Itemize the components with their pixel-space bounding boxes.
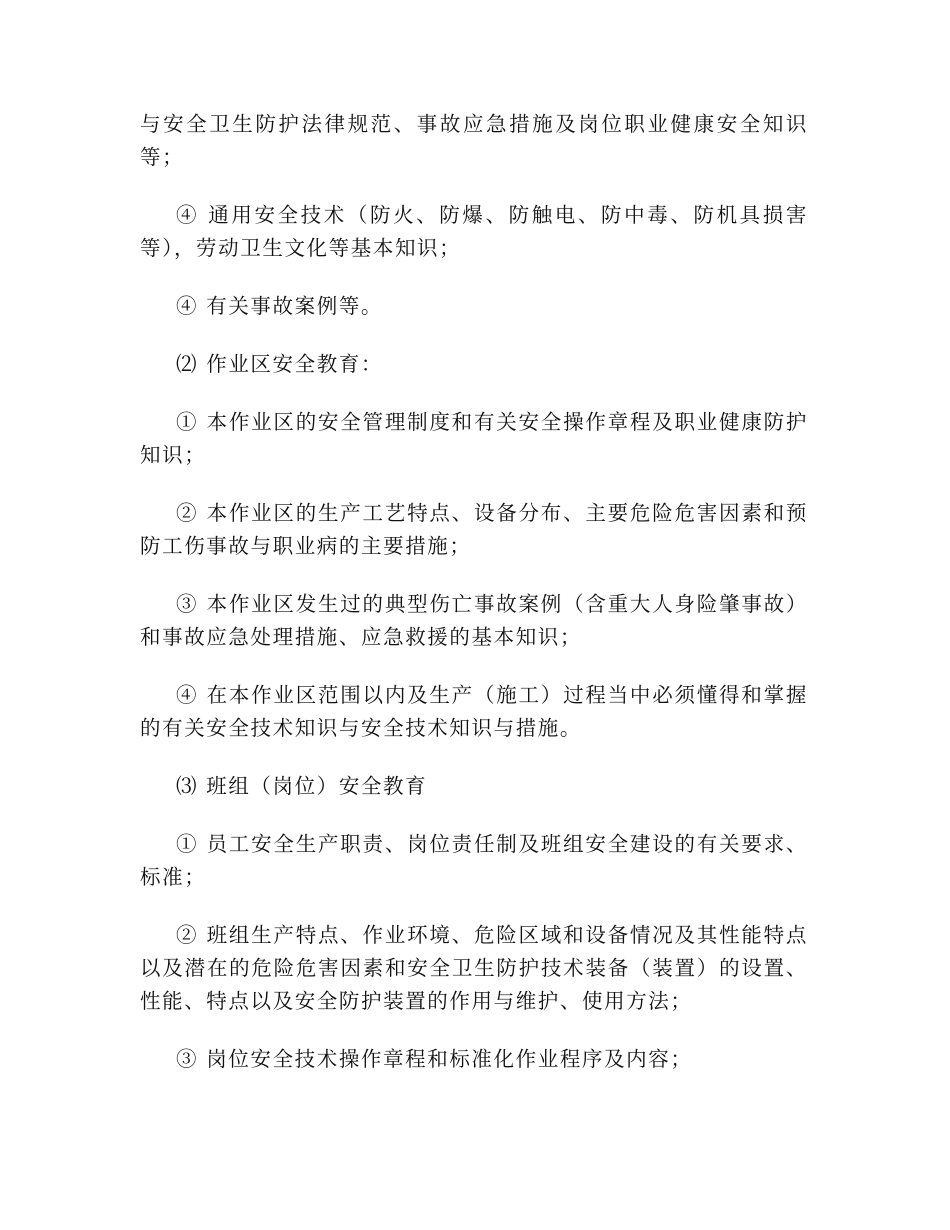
- section-heading-team-education: ⑶ 班组（岗位）安全教育: [176, 774, 428, 798]
- list-item-work-area-knowledge: ④ 在本作业区范围以内及生产（施工）过程当中必须懂得和掌握的有关安全技术知识与安全技术知识与措施。: [140, 683, 808, 740]
- list-item-team-environment: ② 班组生产特点、作业环境、危险区域和设备情况及其性能特点以及潜在的危险危害因素和安全卫生防护技术装备（装置）的设置、性能、特点以及安全防护装置的作用与维护、使用方法；: [140, 923, 808, 1013]
- list-item-team-procedures: ③ 岗位安全技术操作章程和标准化作业程序及内容；: [176, 1047, 693, 1071]
- paragraph-continuation: 与安全卫生防护法律规范、事故应急措施及岗位职业健康安全知识等；: [140, 112, 808, 169]
- list-item-general-safety-tech: ④ 通用安全技术（防火、防爆、防触电、防中毒、防机具损害等），劳动卫生文化等基本知识；: [140, 203, 808, 260]
- document-body: [140, 108, 808, 1076]
- list-item-team-duties: ① 员工安全生产职责、岗位责任制及班组安全建设的有关要求、标准；: [140, 832, 808, 889]
- list-item-work-area-rules: ① 本作业区的安全管理制度和有关安全操作章程及职业健康防护知识；: [140, 410, 808, 467]
- list-item-work-area-process: ② 本作业区的生产工艺特点、设备分布、主要危险危害因素和预防工伤事故与职业病的主要措施；: [140, 501, 808, 558]
- list-item-work-area-cases: ③ 本作业区发生过的典型伤亡事故案例（含重大人身险肇事故）和事故应急处理措施、应急救援的基本知识；: [140, 592, 808, 649]
- list-item-accident-cases: ④ 有关事故案例等。: [176, 294, 384, 318]
- section-heading-work-area-education: ⑵ 作业区安全教育：: [176, 352, 384, 376]
